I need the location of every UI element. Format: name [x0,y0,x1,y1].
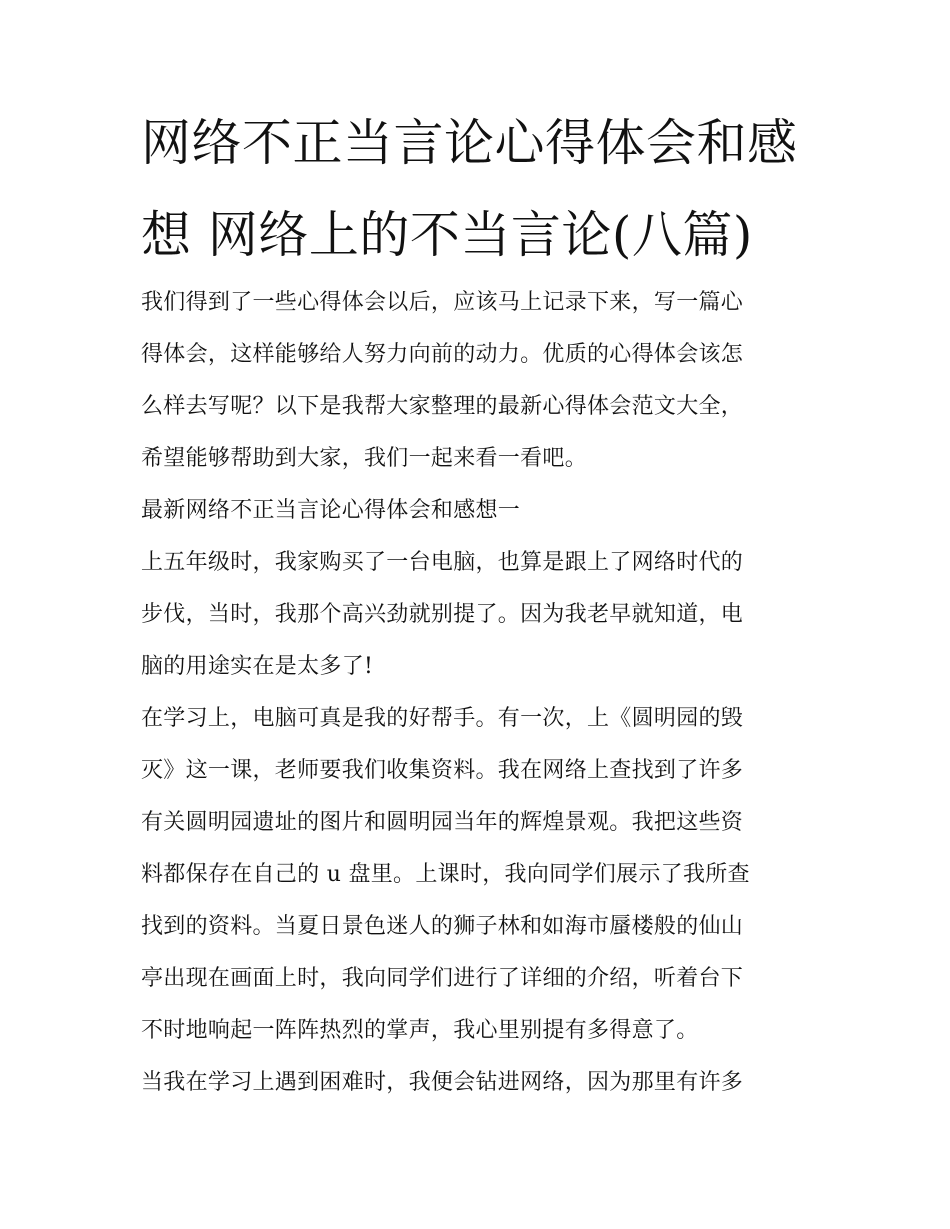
body-text-line: 么样去写呢？以下是我帮大家整理的最新心得体会范文大全， [141,394,744,419]
body-text-line: 最新网络不正当言论心得体会和感想一 [141,498,521,523]
body-text-line: 找到的资料。当夏日景色迷人的狮子林和如海市蜃楼般的仙山 [141,914,744,939]
body-text-line: 灭》这一课，老师要我们收集资料。我在网络上查找到了许多 [141,758,744,783]
document-body [141,290,813,1096]
body-text-line: 我们得到了一些心得体会以后，应该马上记录下来，写一篇心 [141,290,744,315]
document-page [141,114,813,1096]
body-text-line: 在学习上，电脑可真是我的好帮手。有一次，上《圆明园的毁 [141,706,744,731]
document-title-line-2: 想 网络上的不当言论(八篇) [141,206,753,264]
body-text-line: 料都保存在自己的 u 盘里。上课时，我向同学们展示了我所查 [141,862,750,887]
body-text-line: 步伐，当时，我那个高兴劲就别提了。因为我老早就知道，电 [141,602,744,627]
document-title-line-1: 网络不正当言论心得体会和感 [141,114,798,172]
body-text-line: 得体会，这样能够给人努力向前的动力。优质的心得体会该怎 [141,342,744,367]
body-text-line: 上五年级时，我家购买了一台电脑，也算是跟上了网络时代的 [141,550,744,575]
body-text-line: 脑的用途实在是太多了! [141,654,374,679]
body-text-line: 亭出现在画面上时，我向同学们进行了详细的介绍，听着台下 [141,966,744,991]
body-text-line: 不时地响起一阵阵热烈的掌声，我心里别提有多得意了。 [141,1018,699,1043]
body-text-line: 有关圆明园遗址的图片和圆明园当年的辉煌景观。我把这些资 [141,810,744,835]
body-text-line: 希望能够帮助到大家，我们一起来看一看吧。 [141,446,588,471]
body-text-line: 当我在学习上遇到困难时，我便会钻进网络，因为那里有许多 [141,1070,744,1095]
